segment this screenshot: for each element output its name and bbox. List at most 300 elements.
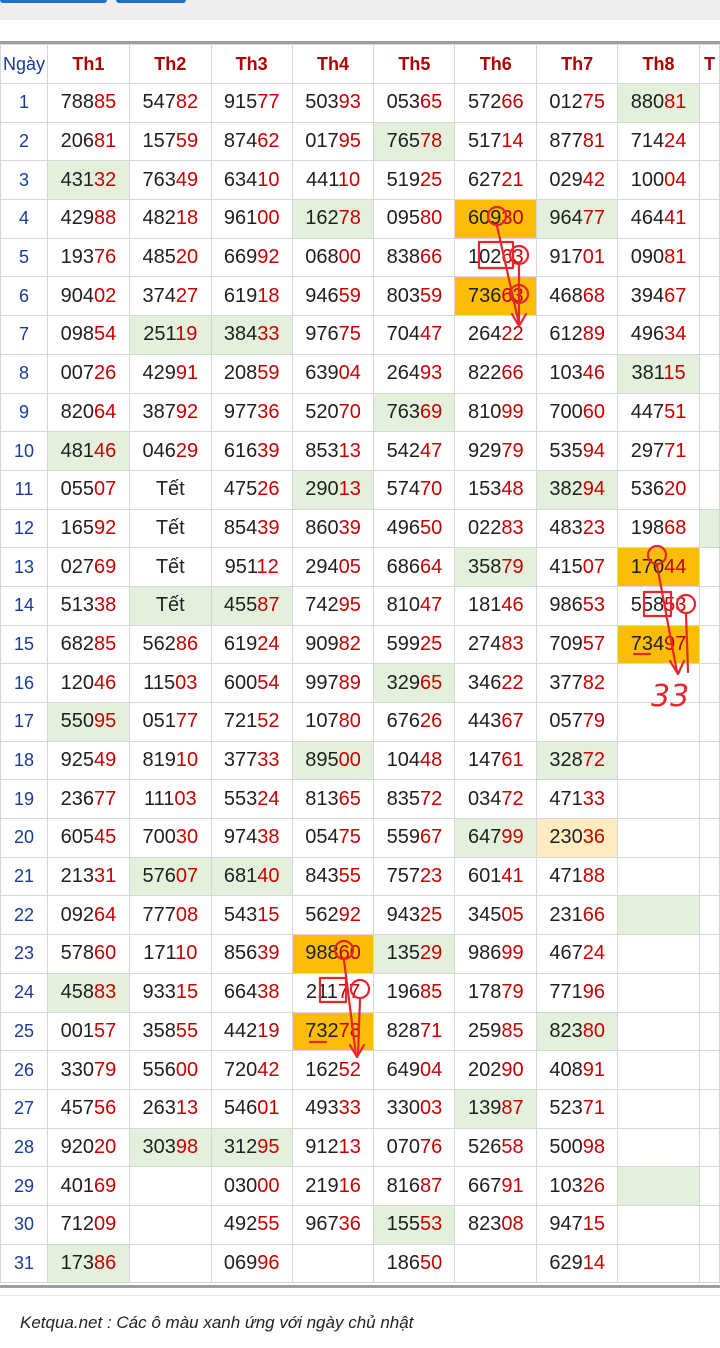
result-cell	[374, 316, 455, 355]
result-last-two: 10	[175, 749, 199, 772]
result-cell	[618, 1244, 700, 1283]
result-prefix: 170	[630, 555, 665, 578]
table-row	[1, 238, 720, 277]
result-prefix: 135	[386, 942, 420, 965]
result-cell	[47, 973, 129, 1012]
result-prefix: 874	[223, 130, 258, 153]
result-cell	[292, 432, 374, 471]
result-cell	[699, 1205, 719, 1244]
result-last-two: 33	[582, 787, 605, 810]
result-cell	[618, 1167, 700, 1206]
result-last-two: 04	[664, 168, 687, 191]
result-prefix: 961	[223, 207, 258, 230]
result-prefix: 068	[305, 246, 339, 269]
result-cell	[47, 1089, 129, 1128]
result-cell	[374, 393, 455, 432]
result-last-two: 25	[419, 632, 443, 655]
result-prefix: 977	[223, 400, 258, 423]
handwritten-number: 33	[651, 679, 690, 714]
result-cell	[47, 548, 129, 587]
result-cell	[374, 1167, 455, 1206]
result-last-two: 24	[257, 787, 280, 810]
result-cell	[47, 354, 129, 393]
day-cell: 1	[1, 84, 48, 123]
result-cell	[455, 509, 537, 548]
table-row	[1, 857, 720, 896]
result-last-two: 99	[501, 826, 524, 849]
result-cell	[537, 1205, 618, 1244]
result-cell	[699, 354, 719, 393]
result-prefix: 429	[60, 207, 94, 230]
result-cell	[374, 1205, 455, 1244]
result-last-two: 94	[582, 439, 605, 462]
result-last-two: 87	[257, 594, 280, 617]
result-prefix: 550	[60, 710, 94, 733]
column-header-th7: Th7	[537, 45, 618, 84]
result-cell	[699, 1051, 719, 1090]
result-last-two: 19	[257, 1019, 280, 1042]
result-last-two: 79	[93, 1058, 117, 1081]
result-prefix: 384	[223, 323, 258, 346]
result-cell	[537, 1051, 618, 1090]
result-cell	[618, 316, 700, 355]
result-prefix: 053	[386, 91, 420, 114]
result-cell	[292, 625, 374, 664]
result-prefix: 736	[467, 284, 502, 307]
result-last-two: 46	[93, 671, 117, 694]
result-prefix: 057	[549, 710, 583, 733]
result-last-two: 07	[93, 478, 117, 501]
result-last-two: 53	[664, 594, 687, 617]
result-last-two: 64	[93, 400, 117, 423]
result-cell	[211, 1051, 292, 1090]
result-last-two: 91	[501, 1174, 524, 1197]
result-cell	[699, 509, 719, 548]
column-header-day: Ngày	[1, 45, 48, 84]
toolbar-button-2[interactable]	[116, 0, 186, 3]
result-prefix: 976	[305, 323, 339, 346]
result-last-two: 12	[256, 555, 279, 578]
result-prefix: 290	[305, 478, 339, 501]
result-prefix: 442	[223, 1019, 258, 1042]
result-prefix: 115	[143, 671, 176, 694]
result-cell	[211, 84, 292, 123]
result-prefix: 822	[467, 362, 502, 385]
result-prefix: 236	[60, 787, 94, 810]
result-cell	[537, 122, 618, 161]
result-cell	[292, 819, 374, 858]
result-last-two: 42	[257, 1058, 280, 1081]
result-last-two: 33	[257, 323, 280, 346]
result-prefix: 526	[467, 1135, 502, 1158]
result-cell	[374, 703, 455, 742]
result-cell	[292, 896, 374, 935]
result-cell	[374, 819, 455, 858]
result-prefix: 485	[142, 246, 176, 269]
result-last-two: 83	[93, 981, 117, 1004]
result-prefix: 157	[142, 130, 176, 153]
day-cell: 12	[1, 509, 48, 548]
result-cell	[374, 1089, 455, 1128]
result-last-two: 66	[419, 246, 443, 269]
result-last-two: 77	[93, 787, 117, 810]
result-last-two: 70	[338, 400, 361, 423]
result-cell	[455, 84, 537, 123]
result-cell	[374, 277, 455, 316]
result-prefix: 173	[60, 1251, 94, 1274]
result-prefix: 912	[305, 1135, 339, 1158]
result-last-two: 14	[501, 130, 524, 153]
column-header-th4: Th4	[292, 45, 374, 84]
result-prefix: 667	[467, 1174, 502, 1197]
result-last-two: 20	[93, 1135, 117, 1158]
result-last-two: 05	[338, 555, 361, 578]
result-cell	[699, 780, 719, 819]
result-cell	[374, 1012, 455, 1051]
result-prefix: 895	[305, 749, 339, 772]
result-prefix: 213	[60, 865, 94, 888]
result-prefix: 556	[142, 1058, 176, 1081]
result-last-two: 20	[175, 246, 199, 269]
result-last-two: 72	[501, 787, 524, 810]
result-cell	[455, 548, 537, 587]
result-prefix: 211	[305, 981, 338, 1004]
result-cell	[455, 1205, 537, 1244]
result-prefix: 843	[305, 865, 339, 888]
result-prefix: 471	[549, 787, 583, 810]
table-row	[1, 1012, 720, 1051]
result-prefix: 155	[386, 1213, 420, 1236]
result-cell	[129, 1051, 211, 1090]
result-prefix: 964	[549, 207, 583, 230]
result-cell	[292, 84, 374, 123]
day-cell: 23	[1, 935, 48, 974]
result-last-two: 23	[419, 865, 443, 888]
result-cell	[455, 1128, 537, 1167]
result-cell	[47, 432, 129, 471]
result-cell	[129, 780, 211, 819]
result-cell	[47, 316, 129, 355]
result-prefix: 259	[467, 1019, 502, 1042]
result-cell	[537, 354, 618, 393]
result-last-two: 65	[338, 787, 361, 810]
result-last-two: 03	[419, 1097, 443, 1120]
result-cell	[47, 470, 129, 509]
result-prefix: 647	[467, 826, 502, 849]
result-cell	[618, 741, 700, 780]
result-cell	[211, 393, 292, 432]
result-last-two: 80	[419, 207, 443, 230]
table-row	[1, 896, 720, 935]
result-last-two: 67	[419, 826, 443, 849]
result-cell	[618, 857, 700, 896]
result-prefix: 709	[549, 632, 583, 655]
result-prefix: 820	[60, 400, 94, 423]
result-last-two: 39	[338, 516, 361, 539]
result-last-two: 57	[582, 632, 605, 655]
result-prefix: 763	[142, 168, 176, 191]
result-last-two: 50	[419, 1251, 443, 1274]
result-prefix: 107	[305, 710, 339, 733]
result-prefix: 092	[60, 903, 94, 926]
result-prefix: 576	[142, 865, 176, 888]
result-cell	[47, 664, 129, 703]
result-cell	[537, 200, 618, 239]
result-prefix: 162	[305, 1058, 339, 1081]
result-prefix: 196	[386, 981, 420, 1004]
result-last-two: 98	[582, 1135, 605, 1158]
toolbar-button-1[interactable]	[0, 0, 107, 3]
result-last-two: 69	[93, 555, 117, 578]
result-prefix: 619	[223, 632, 258, 655]
result-prefix: 346	[467, 671, 502, 694]
result-prefix: 017	[305, 130, 339, 153]
result-cell	[47, 625, 129, 664]
result-prefix: 401	[60, 1174, 94, 1197]
result-cell	[537, 316, 618, 355]
table-row	[1, 741, 720, 780]
result-last-two: 99	[501, 942, 524, 965]
table-row	[1, 1128, 720, 1167]
result-last-two: 69	[93, 1174, 117, 1197]
result-cell	[292, 238, 374, 277]
result-cell	[618, 973, 700, 1012]
day-cell: 14	[1, 586, 48, 625]
result-prefix: 022	[467, 516, 502, 539]
result-cell	[374, 935, 455, 974]
result-cell	[374, 896, 455, 935]
result-cell	[618, 122, 700, 161]
result-last-two: 83	[501, 632, 524, 655]
result-prefix: 297	[630, 439, 665, 462]
day-cell: 25	[1, 1012, 48, 1051]
day-cell: 7	[1, 316, 48, 355]
result-prefix: 823	[549, 1019, 583, 1042]
table-row	[1, 277, 720, 316]
result-cell	[618, 1205, 700, 1244]
result-prefix: 686	[386, 555, 420, 578]
result-cell	[537, 1167, 618, 1206]
result-cell	[47, 238, 129, 277]
result-prefix: 639	[305, 362, 339, 385]
result-prefix: 377	[549, 671, 583, 694]
result-cell	[292, 973, 374, 1012]
result-cell	[455, 819, 537, 858]
result-prefix: 757	[386, 865, 420, 888]
result-cell	[537, 509, 618, 548]
result-prefix: 700	[549, 400, 583, 423]
result-cell	[455, 586, 537, 625]
result-last-two: 55	[175, 1019, 199, 1042]
result-last-two: 77	[175, 710, 199, 733]
result-last-two: 36	[582, 826, 605, 849]
result-last-two: 95	[93, 710, 117, 733]
result-last-two: 95	[257, 1135, 280, 1158]
result-prefix: 915	[223, 91, 258, 114]
result-prefix: 612	[549, 323, 583, 346]
result-cell	[699, 161, 719, 200]
result-cell	[292, 509, 374, 548]
result-last-two: 63	[501, 246, 524, 269]
table-row	[1, 664, 720, 703]
result-cell	[618, 780, 700, 819]
result-prefix: 069	[223, 1251, 258, 1274]
result-prefix: 475	[223, 478, 258, 501]
result-last-two: 41	[664, 207, 687, 230]
result-prefix: 312	[223, 1135, 258, 1158]
result-cell	[374, 238, 455, 277]
result-cell	[211, 819, 292, 858]
result-cell	[211, 1167, 292, 1206]
result-last-two: 20	[664, 478, 687, 501]
result-prefix: 408	[549, 1058, 583, 1081]
result-last-two: 27	[175, 284, 199, 307]
result-last-two: 96	[257, 1251, 280, 1274]
result-cell	[374, 664, 455, 703]
result-cell	[211, 354, 292, 393]
result-cell	[292, 935, 374, 974]
result-cell	[211, 200, 292, 239]
table-row	[1, 161, 720, 200]
result-prefix: 387	[142, 400, 176, 423]
result-prefix: 704	[386, 323, 420, 346]
result-last-two: 29	[175, 439, 199, 462]
result-cell	[292, 857, 374, 896]
result-prefix: 263	[142, 1097, 176, 1120]
result-last-two: 38	[257, 826, 280, 849]
result-last-two: 10	[175, 942, 198, 965]
result-cell	[537, 819, 618, 858]
result-prefix: 920	[60, 1135, 94, 1158]
result-prefix: 523	[549, 1097, 583, 1120]
result-cell: Tết	[129, 548, 211, 587]
day-cell: 24	[1, 973, 48, 1012]
result-cell: Tết	[129, 586, 211, 625]
result-prefix: 162	[305, 207, 339, 230]
day-cell: 21	[1, 857, 48, 896]
result-last-two: 47	[419, 323, 443, 346]
table-row	[1, 1167, 720, 1206]
result-prefix: 536	[630, 478, 665, 501]
result-cell	[537, 393, 618, 432]
result-cell	[47, 857, 129, 896]
result-cell	[292, 664, 374, 703]
result-prefix: 599	[386, 632, 420, 655]
result-cell	[537, 896, 618, 935]
result-prefix: 777	[142, 903, 176, 926]
result-cell	[292, 354, 374, 393]
result-last-two: 92	[175, 400, 199, 423]
result-prefix: 558	[630, 594, 665, 617]
footer-note: Ketqua.net : Các ô màu xanh ứng với ngày chủ nhật	[20, 1313, 414, 1332]
result-prefix: 988	[305, 942, 339, 965]
result-prefix: 055	[60, 478, 94, 501]
result-cell	[211, 1012, 292, 1051]
result-prefix: 810	[467, 400, 502, 423]
result-last-two: 18	[257, 284, 280, 307]
result-cell	[129, 625, 211, 664]
result-last-two: 15	[257, 903, 280, 926]
result-cell	[211, 586, 292, 625]
result-cell	[455, 238, 537, 277]
result-cell	[374, 1128, 455, 1167]
result-cell	[374, 586, 455, 625]
result-prefix: 496	[386, 516, 420, 539]
result-last-two: 42	[582, 168, 605, 191]
result-cell	[211, 741, 292, 780]
result-cell	[47, 84, 129, 123]
day-cell: 13	[1, 548, 48, 587]
result-cell	[47, 161, 129, 200]
result-prefix: 877	[549, 130, 583, 153]
result-last-two: 45	[93, 826, 117, 849]
column-header-t: T	[699, 45, 719, 84]
result-prefix: 193	[60, 246, 94, 269]
result-cell	[455, 277, 537, 316]
result-prefix: 104	[386, 749, 420, 772]
result-last-two: 57	[93, 1019, 117, 1042]
result-cell	[129, 161, 211, 200]
result-prefix: 481	[60, 439, 94, 462]
result-cell	[537, 741, 618, 780]
result-last-two: 81	[664, 246, 687, 269]
result-cell	[374, 509, 455, 548]
result-last-two: 15	[175, 981, 199, 1004]
result-prefix: 838	[386, 246, 420, 269]
result-prefix: 601	[467, 865, 502, 888]
result-cell	[455, 122, 537, 161]
result-prefix: 700	[142, 826, 176, 849]
result-last-two: 67	[664, 284, 687, 307]
result-prefix: 856	[223, 942, 258, 965]
result-last-two: 64	[419, 555, 443, 578]
table-row	[1, 625, 720, 664]
day-cell: 26	[1, 1051, 48, 1090]
result-last-two: 03	[174, 787, 197, 810]
result-last-two: 85	[93, 632, 117, 655]
result-cell	[455, 432, 537, 471]
result-last-two: 00	[257, 207, 280, 230]
result-last-two: 94	[582, 478, 605, 501]
result-prefix: 946	[305, 284, 339, 307]
result-last-two: 80	[582, 1019, 605, 1042]
result-prefix: 947	[549, 1213, 583, 1236]
result-last-two: 48	[501, 478, 524, 501]
result-last-two: 34	[664, 323, 687, 346]
result-last-two: 79	[501, 555, 524, 578]
result-cell	[47, 122, 129, 161]
result-last-two: 82	[338, 632, 361, 655]
result-prefix: 464	[630, 207, 665, 230]
result-last-two: 49	[175, 168, 199, 191]
result-cell	[699, 548, 719, 587]
result-cell	[47, 200, 129, 239]
result-cell	[129, 935, 211, 974]
result-cell	[374, 1051, 455, 1090]
result-last-two: 87	[419, 1174, 443, 1197]
result-last-two: 85	[93, 91, 117, 114]
result-last-two: 72	[419, 787, 443, 810]
result-prefix: 303	[142, 1135, 176, 1158]
day-cell: 20	[1, 819, 48, 858]
result-cell	[47, 509, 129, 548]
result-last-two: 65	[419, 671, 443, 694]
result-cell	[374, 741, 455, 780]
result-cell	[129, 973, 211, 1012]
result-prefix: 468	[549, 284, 583, 307]
result-cell	[618, 935, 700, 974]
result-cell	[455, 664, 537, 703]
